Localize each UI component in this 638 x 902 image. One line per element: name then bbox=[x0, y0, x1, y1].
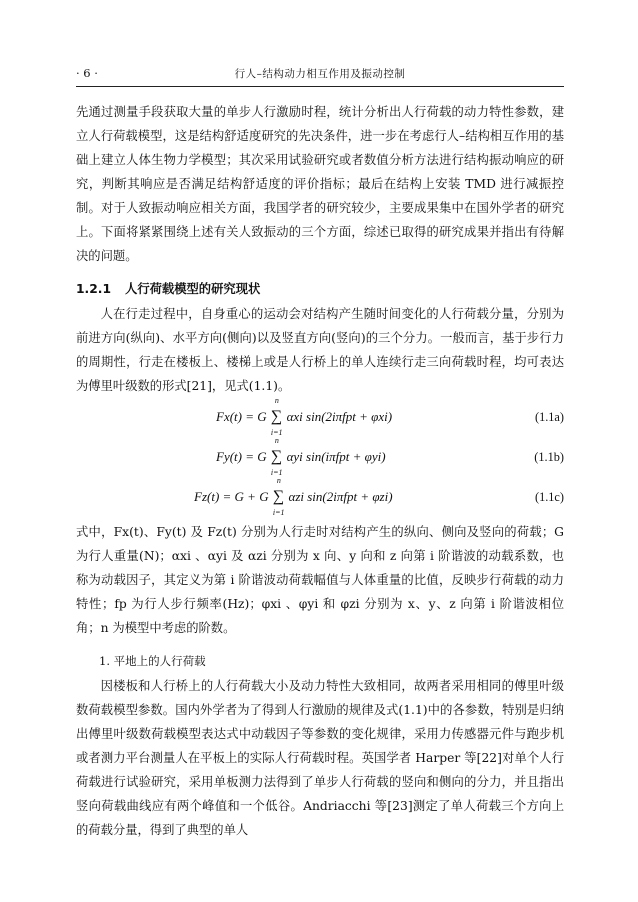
summation-symbol: ∑ n i=1 bbox=[270, 396, 283, 437]
paragraph-intro: 先通过测量手段获取大量的单步人行激励时程，统计分析出人行荷载的动力特性参数，建立人行荷载模型，这是结构舒适度研究的先决条件，进一步在考虑行人–结构相互作用的基础上建立人体生物力学模型；其次采用试验研究或者数值分析方法进行结构振动响应的研究，判断其响应是否满足结构舒适度的评价指标；最后在结构上安装 TMD 进行减振控制。对于人致振动响应相关方面，我国学者的研究较少，主要成果集中在国外学者的研究上。下面将紧紧围绕上述有关人致振动的三个方面，综述已取得的研究成果并指出有待解决的问题。 bbox=[76, 105, 564, 263]
summation-symbol: ∑ n i=1 bbox=[270, 436, 283, 477]
page-number: · 6 · bbox=[76, 66, 98, 80]
equation-rhs: αxi sin(2iπfpt + φxi) bbox=[286, 409, 393, 424]
running-title: 行人–结构动力相互作用及振动控制 bbox=[234, 68, 406, 80]
equation-tag: (1.1a) bbox=[534, 410, 564, 424]
equation-1-1a bbox=[76, 396, 564, 438]
equation-tag: (1.1b) bbox=[534, 450, 564, 464]
page-header bbox=[76, 66, 564, 84]
equation-lhs: Fy(t) = G bbox=[216, 449, 267, 464]
header-rule bbox=[76, 86, 564, 87]
section-heading bbox=[76, 276, 564, 302]
section-number: 1.2.1 bbox=[76, 282, 112, 296]
equation-lhs: Fx(t) = G bbox=[216, 409, 267, 424]
equation-rhs: αyi sin(iπfpt + φyi) bbox=[286, 449, 386, 464]
summation-symbol: ∑ n i=1 bbox=[272, 476, 285, 517]
paragraph-notation: 式中，Fx(t)、Fy(t) 及 Fz(t) 分别为人行走时对结构产生的纵向、侧向及竖向的荷载；G 为行人重量(N)；αxi 、αyi 及 αzi 分别为 x 向、y 向和 z 向第 i 阶谐波的动载系数，也称为动载因子，其定义为第 i 阶谐波动荷载幅值与人体重量的比值，反映步行荷载的动力特性；fp 为行人步行频率(Hz)；φxi 、φyi 和 φzi 分别为 x、y、z 向第 i 阶谐波相位角；n 为模型中考虑的阶数。 bbox=[76, 525, 564, 635]
equation-lhs: Fz(t) = G + G bbox=[194, 489, 269, 504]
equation-rhs: αzi sin(2iπfpt + φzi) bbox=[288, 489, 393, 504]
equation-tag: (1.1c) bbox=[534, 490, 564, 504]
equation-1-1c bbox=[76, 476, 564, 518]
subheading-flat-ground: 1. 平地上的人行荷载 bbox=[99, 654, 206, 668]
paragraph-flat-ground: 因楼板和人行桥上的人行荷载大小及动力特性大致相同，故两者采用相同的傅里叶级数荷载模型参数。国内外学者为了得到人行激励的规律及式(1.1)中的各参数，特别是归纳出傅里叶级数荷载模型表达式中动载因子等参数的变化规律，采用力传感器元件与跑步机或者测力平台测量人在平板上的实际人行荷载时程。英国学者 Harper 等[22]对单个人行荷载进行试验研究，采用单板测力法得到了单步人行荷载的竖向和侧向的分力，并且指出竖向荷载曲线应有两个峰值和一个低谷。Andriacchi 等[23]测定了单人荷载三个方向上的荷载分量，得到了典型的单人 bbox=[76, 679, 564, 837]
equation-1-1b bbox=[76, 436, 564, 478]
page-body bbox=[76, 100, 564, 842]
section-title: 人行荷载模型的研究现状 bbox=[125, 282, 261, 296]
paragraph-load-model: 人在行走过程中，自身重心的运动会对结构产生随时间变化的人行荷载分量，分别为前进方向(纵向)、水平方向(侧向)以及竖直方向(竖向)的三个分力。一般而言，基于步行力的周期性，行走在楼板上、楼梯上或是人行桥上的单人连续行走三向荷载时程，均可表达为傅里叶级数的形式[21]，见式(1.1)。 bbox=[76, 307, 564, 393]
